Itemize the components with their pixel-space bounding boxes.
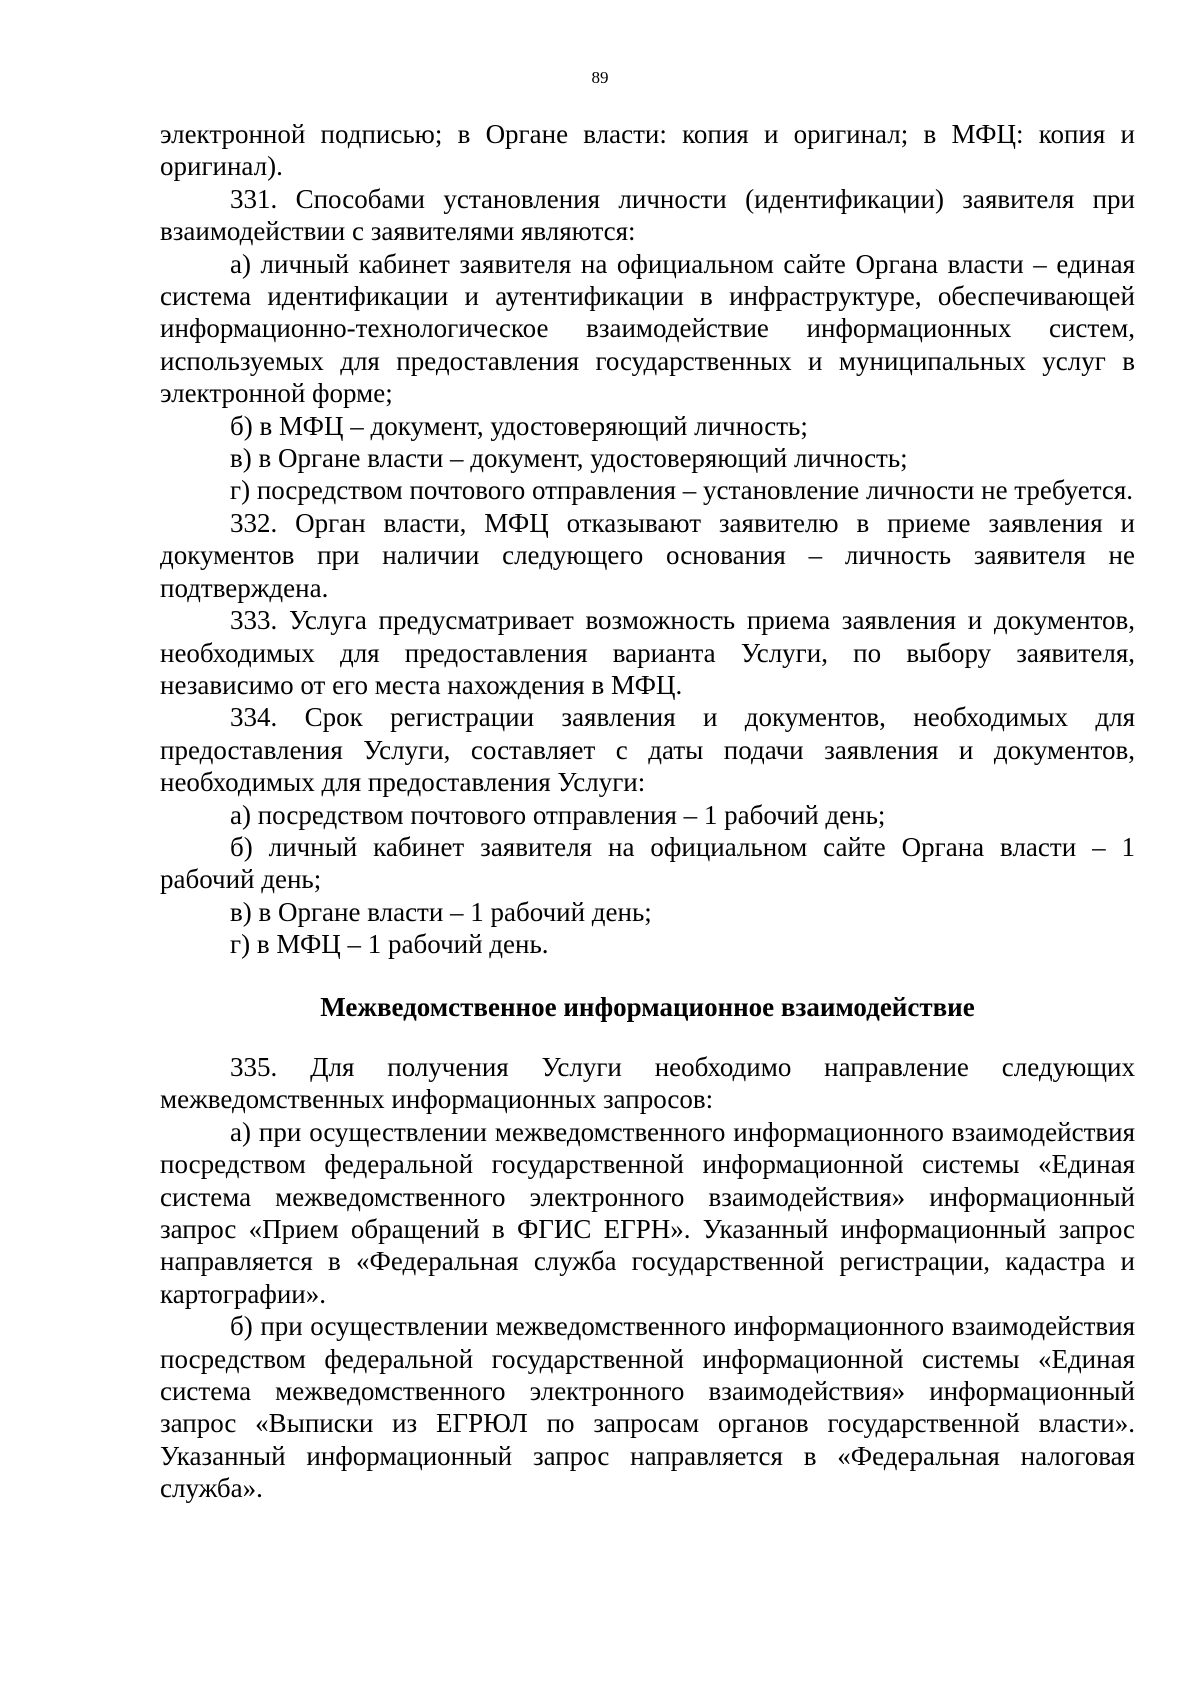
page-number: 89 [591, 68, 609, 87]
paragraph: г) в МФЦ – 1 рабочий день. [230, 929, 549, 960]
paragraph: 331. Способами установления личности (идентификации) заявителя при взаимодействии с заявителями являются: [160, 183, 1135, 247]
paragraph: 333. Услуга предусматривает возможность приема заявления и документов, необходимых для предоставления варианта Услуги, по выбору заявителя, независимо от его места нахождения в МФЦ. [160, 605, 1135, 700]
paragraph: б) личный кабинет заявителя на официальном сайте Органа власти – 1 рабочий день; [160, 831, 1135, 895]
paragraph: электронной подписью; в Органе власти: копия и оригинал; в МФЦ: копия и оригинал). [160, 119, 1135, 182]
paragraph: а) личный кабинет заявителя на официальном сайте Органа власти – единая система идентификации и аутентификации в инфраструктуре, обеспечивающей информационно-технологическое взаимодействие информационных систем, используемых для предоставления государственных и муниципальных услуг в электронной форме; [160, 248, 1135, 409]
paragraph: 335. Для получения Услуги необходимо направление следующих межведомственных информационных запросов: [160, 1051, 1135, 1115]
paragraph: б) при осуществлении межведомственного информационного взаимодействия посредством федеральной государственной информационной системы «Единая система межведомственного электронного взаимодействия» информационный запрос «Выписки из ЕГРЮЛ по запросам органов государственной власти». Указанный информационный запрос направляется в «Федеральная налоговая служба». [160, 1311, 1135, 1504]
document-body [160, 118, 1135, 1505]
paragraphs-after-heading [160, 1051, 1135, 1505]
paragraph: 332. Орган власти, МФЦ отказывают заявителю в приеме заявления и документов при наличии следующего основания – личность заявителя не подтверждена. [160, 507, 1135, 603]
paragraphs-before-heading [160, 118, 1135, 961]
paragraph: а) при осуществлении межведомственного информационного взаимодействия посредством федеральной государственной информационной системы «Единая система межведомственного электронного взаимодействия» информационный запрос «Прием обращений в ФГИС ЕГРН». Указанный информационный запрос направляется в «Федеральная служба государственной регистрации, кадастра и картографии». [160, 1116, 1135, 1309]
paragraph: в) в Органе власти – 1 рабочий день; [230, 896, 652, 927]
paragraph: б) в МФЦ – документ, удостоверяющий личность; [230, 410, 808, 441]
paragraph: в) в Органе власти – документ, удостоверяющий личность; [230, 443, 908, 474]
paragraph: 334. Срок регистрации заявления и документов, необходимых для предоставления Услуги, составляет с даты подачи заявления и документов, необходимых для предоставления Услуги: [160, 702, 1135, 798]
section-heading: Межведомственное информационное взаимодействие [320, 991, 975, 1022]
paragraph: а) посредством почтового отправления – 1 рабочий день; [230, 799, 886, 830]
paragraph: г) посредством почтового отправления – установление личности не требуется. [230, 475, 1134, 506]
